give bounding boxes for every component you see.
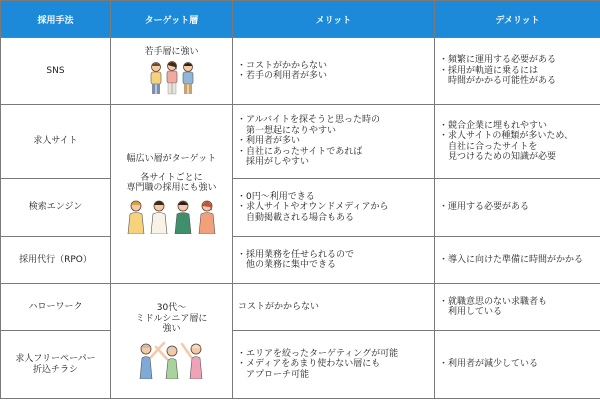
merit-cell	[233, 105, 435, 179]
list-item: ・ 運用する必要がある	[439, 202, 596, 213]
demerit-cell	[435, 331, 600, 399]
demerit-cell	[435, 284, 600, 331]
demerit-cell	[435, 237, 600, 284]
merit-text: コストがかからない	[238, 301, 320, 312]
merit-list	[233, 61, 434, 82]
merit-list	[233, 192, 434, 224]
table-row	[1, 237, 600, 284]
demerit-list	[435, 202, 600, 213]
list-item: ・ 導入に向けた準備に時間がかかる	[439, 255, 596, 266]
list-item: ・ 求人サイトやオウンドメディアから 自動掲載される場合もある	[237, 202, 430, 223]
list-item: ・ 利用者が減少している	[439, 359, 596, 370]
target-text: 強い	[162, 324, 181, 335]
target-text: 各サイトごとに	[140, 172, 203, 183]
table-row	[1, 331, 600, 399]
method-name: 求人フリーペーパー	[15, 354, 96, 364]
merit-list	[233, 115, 434, 168]
method-name: ハローワーク	[28, 301, 83, 312]
list-item: ・ 若手の利用者が多い	[237, 71, 430, 82]
method-cell	[1, 105, 111, 179]
seniors-exercising-illustration	[132, 339, 212, 379]
target-text: 幅広い層がターゲット	[126, 154, 217, 165]
table-row	[1, 179, 600, 237]
merit-cell	[233, 237, 435, 284]
demerit-list	[435, 297, 600, 318]
table-row	[1, 38, 600, 105]
list-item: ・ 就職意思のない求職者も 利用している	[439, 297, 596, 318]
method-name: 検索エンジン	[28, 202, 83, 213]
list-item: ・ 採用業務を任せられるので 他の業務に集中できる	[237, 250, 430, 271]
target-text: 30代〜	[156, 303, 187, 314]
method-cell	[1, 284, 111, 331]
demerit-list	[435, 255, 600, 266]
demerit-cell	[435, 38, 600, 105]
list-item: ・ 競合企業に埋もれやすい	[439, 121, 596, 132]
list-item: ・ エリアを絞ったターゲティングが可能	[237, 349, 430, 360]
header-row	[1, 1, 600, 38]
list-item: ・ 求人サイトの種類が多いため、 自社に合ったサイトを 見つけるための知識が必要	[439, 131, 596, 163]
target-text: 若手層に強い	[144, 46, 199, 57]
target-cell-young	[111, 38, 233, 105]
list-item: ・ メディアをあまり使わない層にも アプローチ可能	[237, 359, 430, 380]
merit-list	[233, 349, 434, 381]
header-method: 採用手法	[1, 1, 111, 38]
diverse-people-illustration	[124, 198, 220, 234]
merit-cell	[233, 179, 435, 237]
method-name: 求人サイト	[33, 136, 78, 147]
list-item: ・ 採用が軌道に乗るには 時間がかかる可能性がある	[439, 66, 596, 87]
header-demerit: デメリット	[435, 1, 600, 38]
merit-cell	[233, 38, 435, 105]
list-item: ・ コストがかからない	[237, 61, 430, 72]
method-cell	[1, 331, 111, 399]
method-cell	[1, 179, 111, 237]
header-merit: メリット	[233, 1, 435, 38]
merit-list	[233, 250, 434, 271]
target-cell-middle-senior	[111, 284, 233, 399]
list-item: ・ 利用者が多い	[237, 136, 430, 147]
table-row	[1, 105, 600, 179]
method-name: 折込チラシ	[32, 364, 78, 375]
list-item: ・ 自社にあったサイトであれば 採用がしやすい	[237, 147, 430, 168]
demerit-cell	[435, 105, 600, 179]
target-cell-broad	[111, 105, 233, 284]
list-item: ・ 0円〜利用できる	[237, 192, 430, 203]
header-target: ターゲット層	[111, 1, 233, 38]
table-row	[1, 284, 600, 331]
demerit-list	[435, 55, 600, 87]
target-text: ミドルシニア層に	[135, 313, 208, 324]
demerit-list	[435, 359, 600, 370]
list-item: ・ 頻繁に運用する必要がある	[439, 55, 596, 66]
demerit-list	[435, 121, 600, 163]
method-name: 採用代行（RPO）	[19, 254, 92, 265]
demerit-cell	[435, 179, 600, 237]
merit-cell	[233, 284, 435, 331]
target-text: 専門職の採用にも強い	[126, 183, 217, 194]
method-cell	[1, 38, 111, 105]
method-name: SNS	[46, 65, 65, 76]
list-item: ・ アルバイトを探そうと思った時の 第一想起になりやすい	[237, 115, 430, 136]
method-cell	[1, 237, 111, 284]
young-people-illustration	[144, 61, 200, 95]
merit-cell	[233, 331, 435, 399]
